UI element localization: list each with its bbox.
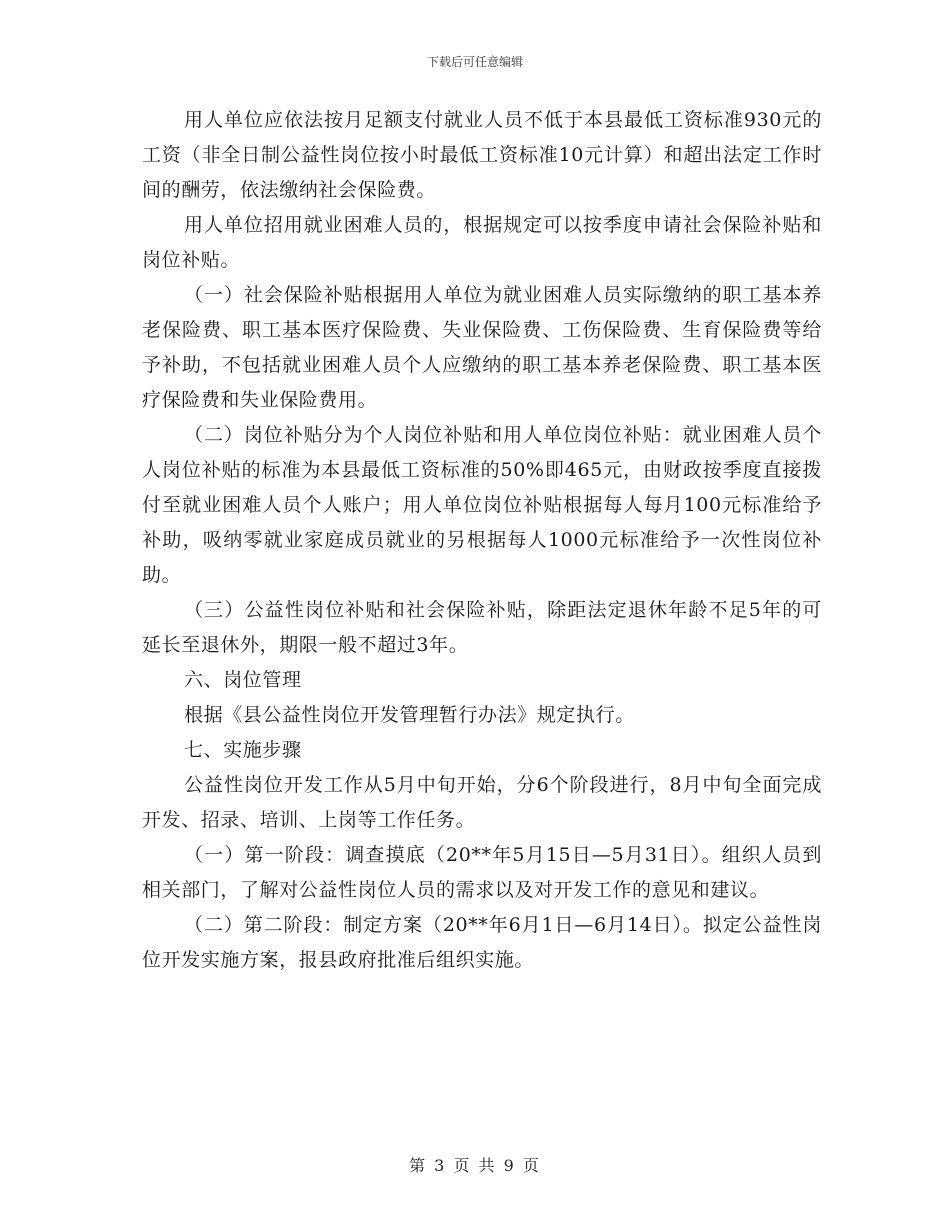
paragraph-stage-one: （一）第一阶段：调查摸底（20**年5月15日—5月31日）。组织人员到相关部门，了解对公益性岗位人员的需求以及对开发工作的意见和建议。 — [142, 844, 822, 901]
document-body — [142, 103, 822, 978]
paragraph-implementation-overview: 公益性岗位开发工作从5月中旬开始，分6个阶段进行，8月中旬全面完成开发、招录、培训、上岗等工作任务。 — [142, 774, 822, 831]
paragraph-post-subsidy: （二）岗位补贴分为个人岗位补贴和用人单位岗位补贴：就业困难人员个人岗位补贴的标准为本县最低工资标准的50%即465元，由财政按季度直接拨付至就业困难人员个人账户；用人单位岗位补贴根据每人每月100元标准给予补助，吸纳零就业家庭成员就业的另根据每人1000元标准给予一次性岗位补助。 — [142, 424, 822, 586]
paragraph-subsidy-application: 用人单位招用就业困难人员的，根据规定可以按季度申请社会保险补贴和岗位补贴。 — [142, 214, 822, 271]
page-number-footer: 第 3 页 共 9 页 — [409, 1156, 541, 1175]
section-heading-post-management: 六、岗位管理 — [184, 669, 302, 691]
paragraph-social-insurance-subsidy: （一）社会保险补贴根据用人单位为就业困难人员实际缴纳的职工基本养老保险费、职工基本医疗保险费、失业保险费、工伤保险费、生育保险费等给予补助，不包括就业困难人员个人应缴纳的职工基本养老保险费、职工基本医疗保险费和失业保险费用。 — [142, 284, 822, 411]
paragraph-management-rules: 根据《县公益性岗位开发管理暂行办法》规定执行。 — [184, 704, 635, 726]
paragraph-stage-two: （二）第二阶段：制定方案（20**年6月1日—6月14日）。拟定公益性岗位开发实施方案，报县政府批准后组织实施。 — [142, 914, 822, 971]
paragraph-subsidy-duration: （三）公益性岗位补贴和社会保险补贴，除距法定退休年龄不足5年的可延长至退休外，期限一般不超过3年。 — [142, 599, 822, 656]
section-heading-implementation-steps: 七、实施步骤 — [184, 739, 302, 761]
paragraph-wage-payment: 用人单位应依法按月足额支付就业人员不低于本县最低工资标准930元的工资（非全日制公益性岗位按小时最低工资标准10元计算）和超出法定工作时间的酬劳，依法缴纳社会保险费。 — [142, 109, 822, 201]
page-header-note: 下载后可任意编辑 — [426, 55, 523, 69]
